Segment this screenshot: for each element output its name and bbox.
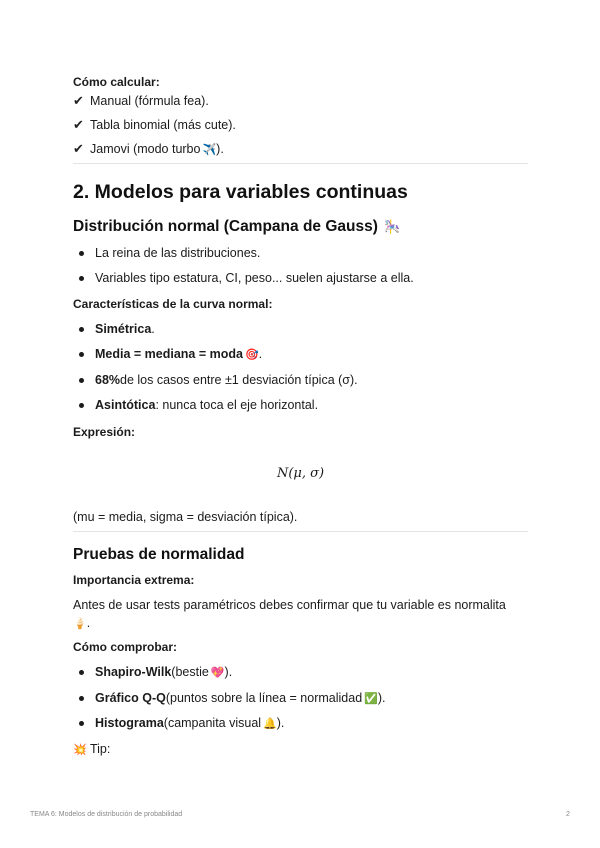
list-item-bold: Asintótica	[95, 398, 156, 412]
checkmark-icon: ✔	[73, 117, 84, 132]
importance-heading	[73, 573, 528, 587]
list-item	[73, 271, 414, 285]
divider	[73, 163, 528, 164]
list-item-bold: Gráfico Q-Q	[95, 691, 166, 705]
target-icon: 🎯	[244, 348, 259, 361]
list-item-text: : nunca toca el eje horizontal.	[155, 398, 319, 412]
airplane-icon: ✈️	[202, 143, 217, 156]
check-heading-text: Cómo comprobar	[73, 640, 174, 654]
formula-note: (mu = media, sigma = desviación típica).	[73, 510, 298, 524]
tests-title-text: Pruebas de normalidad	[73, 546, 245, 563]
expression-heading	[73, 425, 528, 439]
list-item	[73, 691, 386, 705]
normal-title-text: Distribución normal (Campana de Gauss)	[73, 218, 378, 235]
bullet-icon	[79, 670, 84, 675]
page-number: 2	[566, 811, 570, 818]
checkmark-icon: ✔	[73, 93, 84, 108]
bullet-icon	[79, 251, 84, 256]
calc-item-tail: ).	[216, 142, 224, 156]
check-box-icon: ✅	[364, 692, 378, 705]
list-item-text: .	[151, 322, 155, 336]
normal-title	[73, 218, 528, 236]
calc-item-text: Manual (fórmula fea).	[90, 94, 209, 108]
characteristics-heading-text: Características de la curva normal	[73, 297, 269, 311]
tip-line	[73, 740, 528, 759]
list-item-bold: Simétrica	[95, 322, 152, 336]
check-heading	[73, 640, 528, 654]
list-item	[73, 665, 232, 679]
bullet-icon	[79, 378, 84, 383]
bullet-icon	[79, 403, 84, 408]
list-item-text: de los casos entre ±1 desviación típica (σ).	[120, 373, 358, 387]
list-item	[73, 347, 262, 361]
importance-heading-colon: :	[190, 573, 195, 587]
list-item	[73, 246, 260, 260]
section-title-text: 2. Modelos para variables continuas	[73, 181, 408, 203]
list-item-bold: Media = mediana = moda	[95, 347, 243, 361]
list-item-text: (puntos sobre la línea = normalidad	[165, 691, 363, 705]
list-item-bold: Histograma	[95, 716, 164, 730]
footer-title: TEMA 6: Modelos de distribución de probabilidad	[30, 811, 183, 818]
characteristics-heading-colon: :	[268, 297, 273, 311]
divider	[73, 531, 528, 532]
calc-item-text: Jamovi (modo turbo	[90, 142, 201, 156]
bullet-icon	[79, 352, 84, 357]
collision-icon: 💥	[73, 743, 87, 756]
list-item	[73, 398, 318, 412]
list-item	[73, 373, 358, 387]
list-item-text: (campanita visual	[163, 716, 262, 730]
calc-item	[73, 93, 528, 109]
expression-heading-text: Expresión	[73, 425, 132, 439]
list-item-text: La reina de las distribuciones.	[95, 246, 261, 260]
list-item-tail: ).	[276, 716, 285, 730]
bullet-icon	[79, 276, 84, 281]
list-item-bold: 68%	[95, 373, 121, 387]
ice-cream-icon: 🍦	[73, 617, 87, 630]
importance-text: Antes de usar tests paramétricos debes confirmar que tu variable es normalita	[73, 598, 506, 612]
bell-icon: 🔔	[263, 717, 277, 730]
importance-heading-text: Importancia extrema	[73, 573, 191, 587]
list-item	[73, 322, 155, 336]
heart-icon: 💖	[210, 666, 225, 679]
tip-label: Tip:	[89, 742, 111, 756]
calc-item-text: Tabla binomial (más cute).	[90, 118, 236, 132]
bullet-icon	[79, 721, 84, 726]
importance-paragraph	[73, 596, 528, 633]
calc-heading-colon: :	[155, 75, 160, 89]
check-heading-colon: :	[173, 640, 178, 654]
calc-item	[73, 141, 528, 157]
list-item-text: (bestie	[171, 665, 209, 679]
list-item-text: .	[258, 347, 263, 361]
calc-item	[73, 117, 528, 133]
list-item-tail: ).	[377, 691, 386, 705]
formula: N(μ, σ)	[276, 466, 325, 481]
checkmark-icon: ✔	[73, 141, 84, 156]
list-item-tail: ).	[224, 665, 233, 679]
list-item	[73, 716, 284, 730]
importance-tail: .	[86, 616, 91, 630]
carousel-icon: 🎠	[384, 218, 401, 234]
calc-heading	[73, 75, 528, 89]
list-item-bold: Shapiro-Wilk	[95, 665, 172, 679]
section-title	[73, 181, 528, 204]
bullet-icon	[79, 327, 84, 332]
calc-heading-text: Cómo calcular	[73, 75, 156, 89]
bullet-icon	[79, 696, 84, 701]
list-item-text: Variables tipo estatura, CI, peso... suelen ajustarse a ella.	[95, 271, 414, 285]
tests-title	[73, 546, 528, 564]
expression-heading-colon: :	[131, 425, 136, 439]
characteristics-heading	[73, 297, 528, 311]
